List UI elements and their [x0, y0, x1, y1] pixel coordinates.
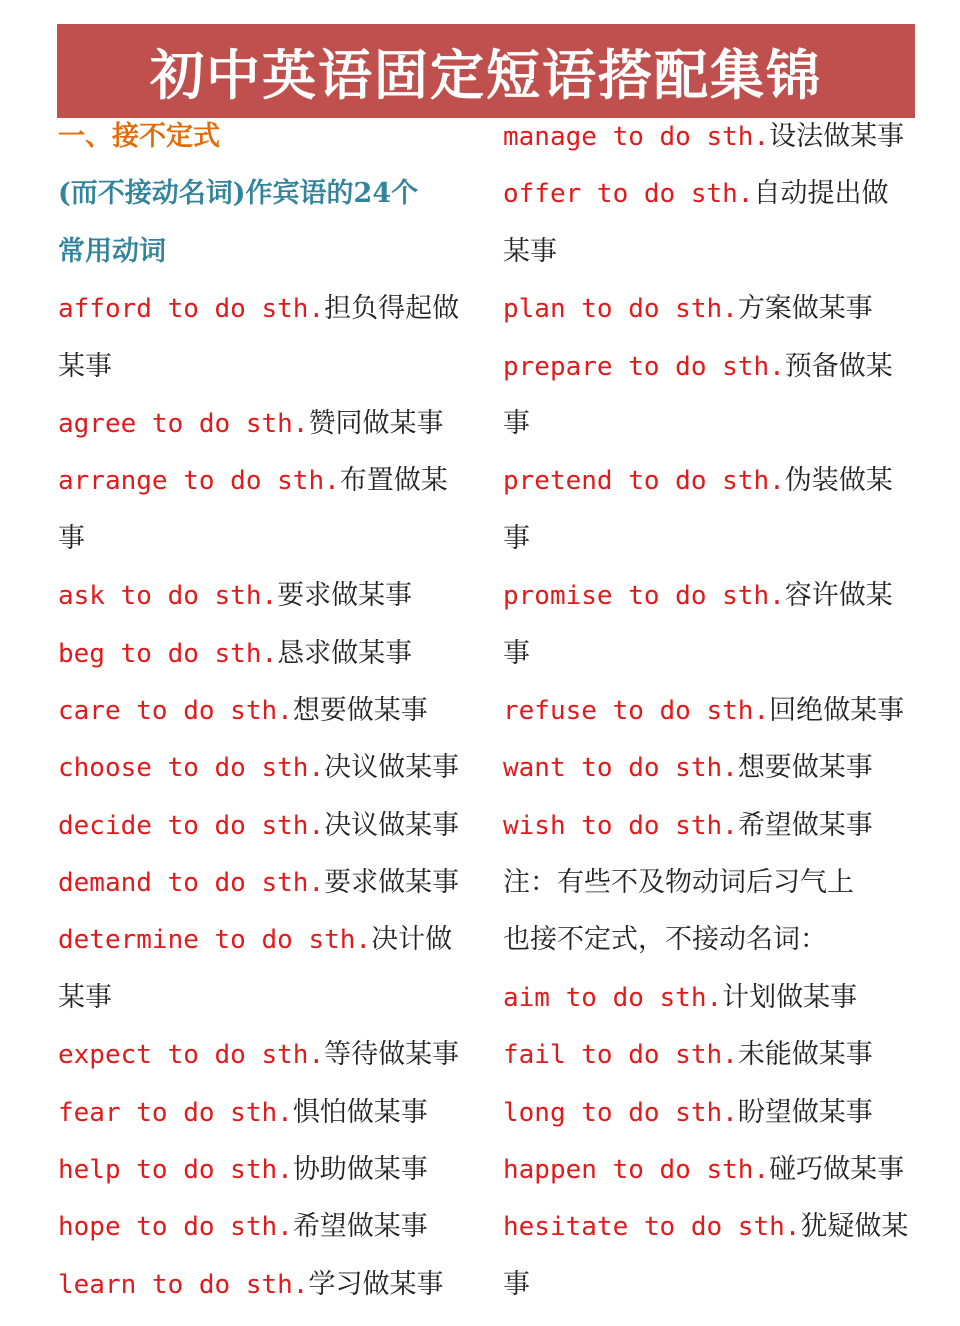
title-banner	[57, 24, 915, 118]
phrase-english: choose to do sth.	[58, 753, 325, 784]
phrase-chinese: 犹疑做某	[800, 1211, 909, 1243]
phrase-chinese: 决议做某事	[324, 752, 460, 784]
sub-heading: (而不接动名词)作宾语的24个	[58, 178, 419, 210]
phrase-english: promise to do sth.	[503, 581, 785, 612]
phrase-english: beg to do sth.	[58, 638, 278, 669]
phrase-entry	[503, 338, 923, 395]
phrase-chinese-cont: 事	[503, 407, 530, 439]
phrase-english: determine to do sth.	[58, 925, 372, 956]
phrase-chinese-cont: 事	[503, 1268, 530, 1300]
phrase-chinese: 要求做某事	[324, 867, 460, 899]
phrase-entry	[503, 108, 923, 165]
phrase-entry	[58, 1141, 468, 1198]
phrase-chinese: 恳求做某事	[277, 637, 413, 669]
phrase-chinese: 决议做某事	[324, 809, 460, 841]
phrase-english: demand to do sth.	[58, 868, 325, 899]
phrase-chinese: 希望做某事	[292, 1211, 428, 1243]
phrase-entry	[503, 797, 923, 854]
phrase-chinese: 自动提出做	[753, 178, 889, 210]
phrase-entry	[58, 682, 468, 739]
phrase-english: agree to do sth.	[58, 408, 309, 439]
phrase-chinese: 碰巧做某事	[769, 1154, 905, 1186]
phrase-entry	[58, 280, 468, 337]
phrase-english: pretend to do sth.	[503, 466, 785, 497]
phrase-chinese: 未能做某事	[737, 1039, 873, 1071]
phrase-chinese: 计划做某事	[722, 981, 858, 1013]
phrase-entry	[58, 1084, 468, 1141]
phrase-entry	[58, 1256, 468, 1313]
phrase-chinese: 赞同做某事	[308, 407, 444, 439]
phrase-english: learn to do sth.	[58, 1269, 309, 1300]
phrase-entry	[58, 1198, 468, 1255]
phrase-chinese-cont: 某事	[58, 350, 112, 382]
phrase-english: refuse to do sth.	[503, 695, 770, 726]
phrase-chinese: 伪装做某	[784, 465, 893, 497]
phrase-entry	[58, 395, 468, 452]
phrase-english: arrange to do sth.	[58, 466, 340, 497]
phrase-entry	[503, 165, 923, 222]
phrase-chinese: 惧怕做某事	[292, 1096, 428, 1128]
section-heading: 一、接不定式	[58, 121, 220, 152]
note-text-cont: 也接不定式，不接动名词：	[503, 924, 827, 956]
phrase-entry	[58, 911, 468, 968]
note-text: 注：有些不及物动词后习气上	[503, 867, 854, 899]
phrase-entry	[503, 1084, 923, 1141]
phrase-english: manage to do sth.	[503, 122, 770, 152]
phrase-english: want to do sth.	[503, 753, 738, 784]
phrase-chinese: 要求做某事	[277, 580, 413, 612]
phrase-english: prepare to do sth.	[503, 351, 785, 382]
phrase-entry	[503, 1026, 923, 1083]
phrase-english: ask to do sth.	[58, 581, 278, 612]
phrase-entry	[503, 280, 923, 337]
phrase-english: help to do sth.	[58, 1155, 293, 1186]
sub-heading-cont: 常用动词	[58, 235, 166, 267]
phrase-chinese: 等待做某事	[324, 1039, 460, 1071]
phrase-entry	[58, 1026, 468, 1083]
phrase-chinese: 决计做	[371, 924, 453, 956]
phrase-chinese-cont: 事	[58, 522, 85, 554]
phrase-entry	[503, 682, 923, 739]
phrase-chinese: 方案做某事	[737, 293, 873, 325]
phrase-chinese: 想要做某事	[292, 694, 428, 726]
phrase-english: hope to do sth.	[58, 1212, 293, 1243]
phrase-english: fear to do sth.	[58, 1097, 293, 1128]
phrase-entry	[58, 567, 468, 624]
phrase-english: fail to do sth.	[503, 1040, 738, 1071]
phrase-english: long to do sth.	[503, 1097, 738, 1128]
phrase-chinese: 容许做某	[784, 580, 893, 612]
phrase-english: care to do sth.	[58, 695, 293, 726]
phrase-english: plan to do sth.	[503, 294, 738, 325]
left-column	[58, 108, 468, 1313]
phrase-chinese: 盼望做某事	[737, 1096, 873, 1128]
phrase-chinese: 担负得起做	[324, 293, 460, 325]
page-title: 初中英语固定短语搭配集锦	[150, 43, 822, 107]
phrase-entry	[58, 452, 468, 509]
phrase-english: expect to do sth.	[58, 1040, 325, 1071]
phrase-english: hesitate to do sth.	[503, 1212, 801, 1243]
phrase-english: aim to do sth.	[503, 982, 723, 1013]
right-column	[503, 108, 923, 1313]
phrase-chinese: 想要做某事	[737, 752, 873, 784]
phrase-english: afford to do sth.	[58, 294, 325, 325]
phrase-entry	[58, 854, 468, 911]
phrase-chinese: 布置做某	[339, 465, 448, 497]
phrase-chinese: 预备做某	[784, 350, 893, 382]
phrase-entry	[58, 625, 468, 682]
phrase-chinese-cont: 某事	[58, 981, 112, 1013]
phrase-entry	[503, 567, 923, 624]
phrase-chinese: 设法做某事	[769, 121, 905, 152]
phrase-chinese: 协助做某事	[292, 1154, 428, 1186]
phrase-chinese-cont: 某事	[503, 235, 557, 267]
phrase-entry	[503, 452, 923, 509]
phrase-entry	[503, 739, 923, 796]
phrase-english: decide to do sth.	[58, 810, 325, 841]
phrase-chinese-cont: 事	[503, 637, 530, 669]
phrase-chinese: 回绝做某事	[769, 694, 905, 726]
phrase-chinese-cont: 事	[503, 522, 530, 554]
phrase-entry	[503, 1198, 923, 1255]
phrase-entry	[503, 969, 923, 1026]
phrase-chinese: 希望做某事	[737, 809, 873, 841]
phrase-entry	[58, 739, 468, 796]
phrase-chinese: 学习做某事	[308, 1268, 444, 1300]
phrase-entry	[503, 1141, 923, 1198]
phrase-english: wish to do sth.	[503, 810, 738, 841]
phrase-english: offer to do sth.	[503, 179, 754, 210]
phrase-entry	[58, 797, 468, 854]
phrase-english: happen to do sth.	[503, 1155, 770, 1186]
